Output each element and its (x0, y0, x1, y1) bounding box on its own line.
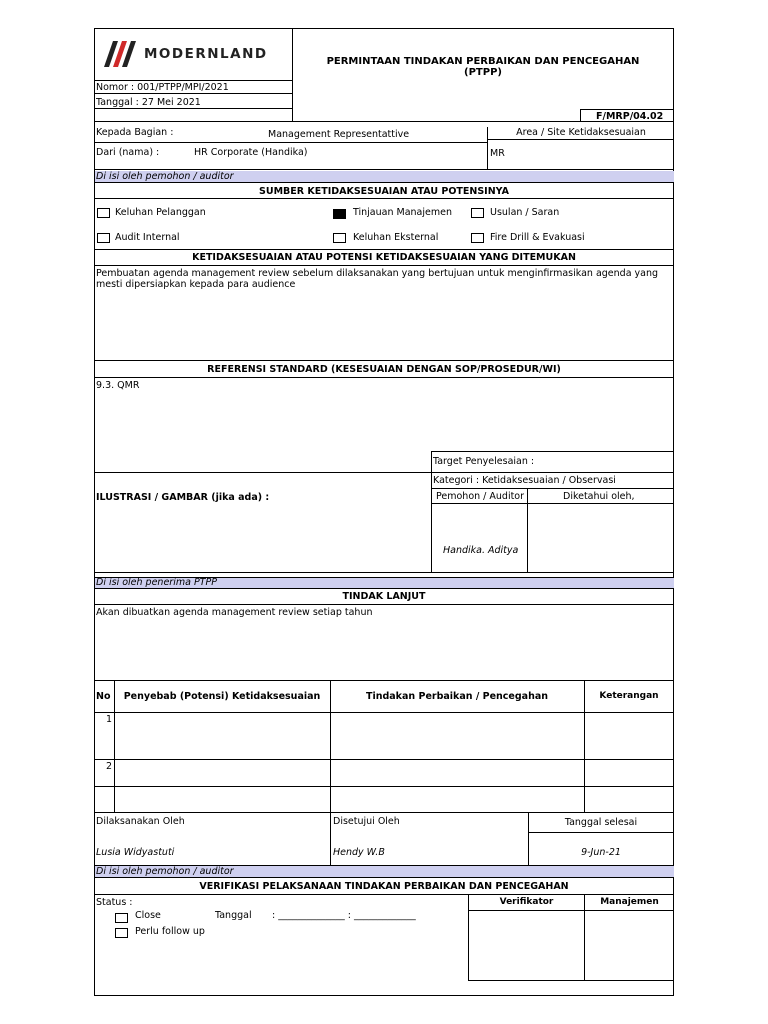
checkbox-close[interactable] (115, 913, 128, 923)
ilustrasi-label: ILUSTRASI / GAMBAR (jika ada) : (96, 492, 270, 503)
section1-note: Di isi oleh pemohon / auditor (96, 171, 234, 182)
area-label: Area / Site Ketidaksesuaian (516, 127, 646, 138)
option-label: Fire Drill & Evakuasi (490, 232, 585, 243)
disetujui-label: Disetujui Oleh (333, 816, 400, 827)
status-label: Status : (96, 897, 133, 908)
option-label: Usulan / Saran (490, 207, 560, 218)
tanggal-selesai-value: 9-Jun-21 (581, 847, 621, 858)
option-label: Keluhan Pelanggan (115, 207, 206, 218)
form-subtitle: (PTPP) (464, 67, 502, 78)
target-label: Target Penyelesaian : (433, 456, 535, 467)
follow-label: Perlu follow up (135, 926, 205, 937)
kepada-label: Kepada Bagian : (96, 127, 174, 138)
section2-note: Di isi oleh penerima PTPP (96, 577, 217, 588)
logo (104, 40, 274, 70)
close-label: Close (135, 910, 161, 921)
diketahui-label: Diketahui oleh, (563, 491, 635, 502)
modernland-logo-icon (104, 41, 140, 67)
tanggal-selesai-label: Tanggal selesai (564, 817, 638, 828)
tindak-text: Akan dibuatkan agenda management review setiap tahun (96, 607, 373, 618)
checkbox-tinjauan-manajemen[interactable] (333, 209, 346, 219)
checkbox-audit-internal[interactable] (97, 233, 110, 243)
option-label: Tinjauan Manajemen (353, 207, 452, 218)
section3-note: Di isi oleh pemohon / auditor (96, 866, 234, 877)
pemohon-name: Handika. Aditya (443, 545, 519, 556)
checkbox-keluhan-pelanggan[interactable] (97, 208, 110, 218)
checkbox-usulan-saran[interactable] (471, 208, 484, 218)
referensi-text: 9.3. QMR (96, 380, 140, 391)
kepada-value: Management Representattive (268, 129, 410, 140)
referensi-title: REFERENSI STANDARD (KESESUAIAN DENGAN SOP/PROSEDUR/WI) (207, 364, 561, 375)
tanggal-blank[interactable]: : ______________ : _____________ (272, 910, 416, 921)
disetujui-name: Hendy W.B (333, 847, 385, 858)
pemohon-label: Pemohon / Auditor (436, 491, 525, 502)
manajemen-label: Manajemen (600, 897, 659, 907)
table-header-no: No (96, 691, 111, 702)
dari-value: HR Corporate (Handika) (194, 147, 308, 158)
temuan-text: Pembuatan agenda management review sebelum dilaksanakan yang bertujuan untuk menginfirmasikan agenda yang mesti dipersiapkan kepada para audience (96, 268, 659, 290)
tanggal-field: Tanggal : 27 Mei 2021 (96, 97, 201, 108)
form-title: PERMINTAAN TINDAKAN PERBAIKAN DAN PENCEGAHAN (326, 56, 640, 67)
dilaksanakan-label: Dilaksanakan Oleh (96, 816, 185, 827)
checkbox-fire-drill[interactable] (471, 233, 484, 243)
option-label: Keluhan Eksternal (353, 232, 439, 243)
checkbox-perlu-follow-up[interactable] (115, 928, 128, 938)
dari-label: Dari (nama) : (96, 147, 160, 158)
dilaksanakan-name: Lusia Widyastuti (96, 847, 175, 858)
table-header-keterangan: Keterangan (599, 691, 659, 701)
table-row-no: 2 (106, 761, 113, 772)
verifikator-label: Verifikator (499, 897, 554, 907)
verifikasi-title: VERIFIKASI PELAKSANAAN TINDAKAN PERBAIKAN DAN PENCEGAHAN (199, 881, 569, 892)
option-label: Audit Internal (115, 232, 180, 243)
checkbox-keluhan-eksternal[interactable] (333, 233, 346, 243)
tindak-title: TINDAK LANJUT (342, 591, 426, 602)
form-code: F/MRP/04.02 (596, 111, 664, 122)
temuan-title: KETIDAKSESUAIAN ATAU POTENSI KETIDAKSESUAIAN YANG DITEMUKAN (192, 252, 576, 263)
sumber-title: SUMBER KETIDAKSESUAIAN ATAU POTENSINYA (259, 186, 509, 197)
table-header-tindakan: Tindakan Perbaikan / Pencegahan (365, 691, 549, 702)
kategori-label: Kategori : Ketidaksesuaian / Observasi (433, 475, 616, 486)
logo-text: MODERNLAND (144, 46, 268, 62)
nomor-field: Nomor : 001/PTPP/MPI/2021 (96, 82, 229, 93)
area-value: MR (490, 148, 505, 159)
tanggal-label: Tanggal (215, 910, 252, 921)
table-header-penyebab: Penyebab (Potensi) Ketidaksesuaian (123, 691, 321, 702)
table-row-no: 1 (106, 714, 113, 725)
